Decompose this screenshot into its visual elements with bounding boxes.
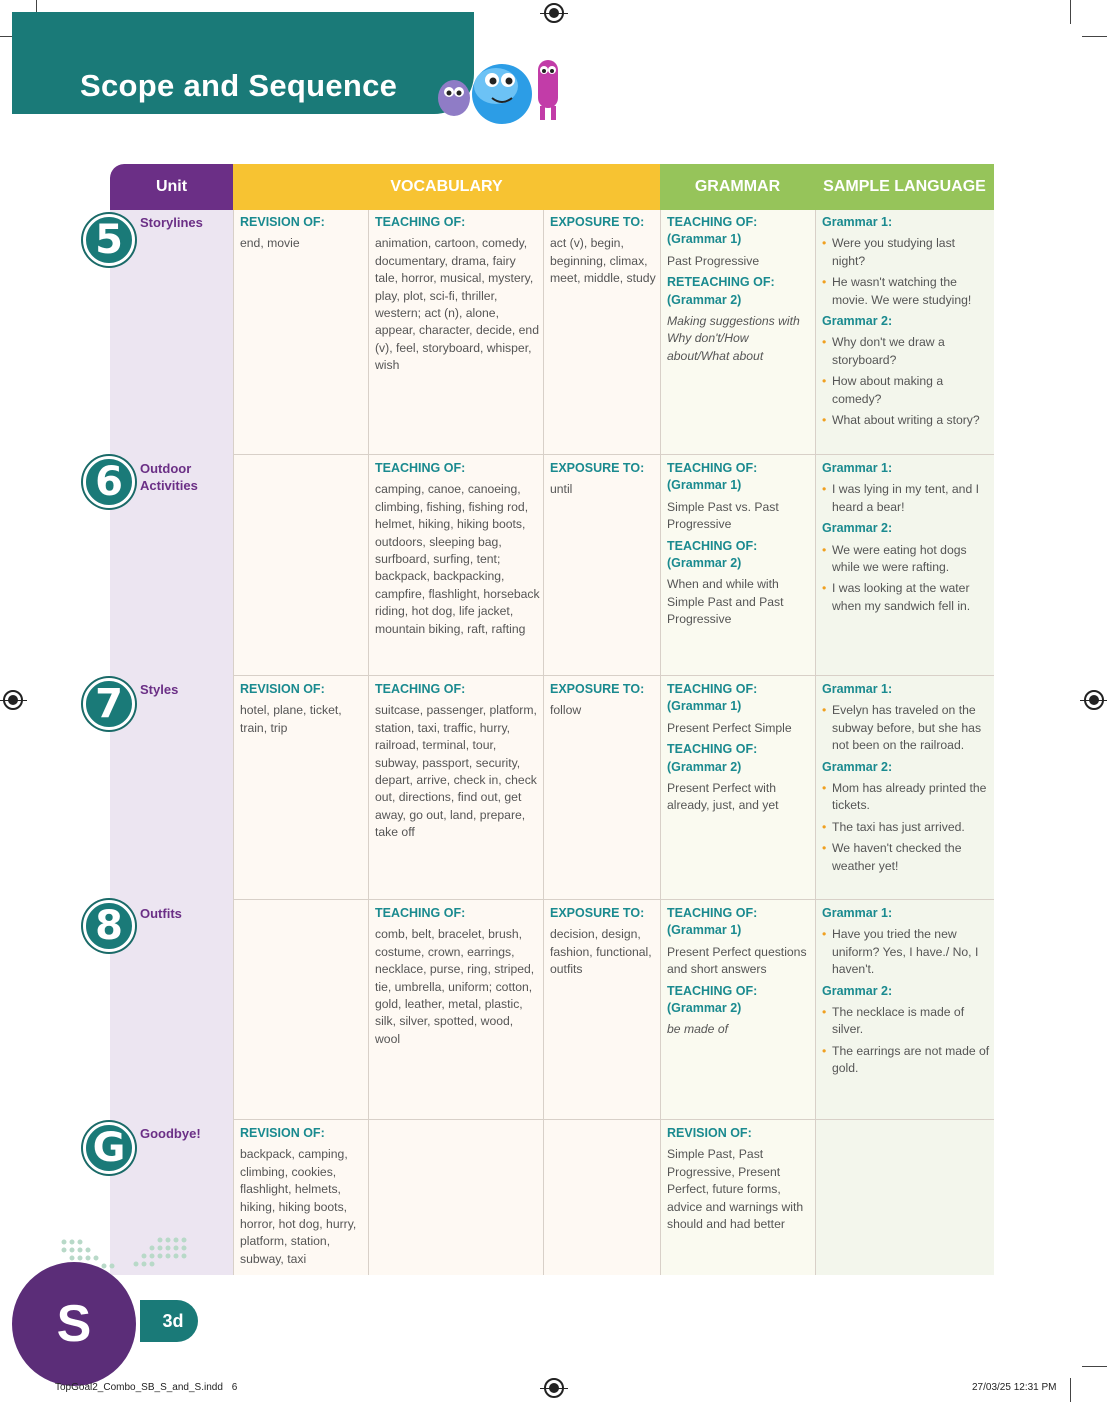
grammar-label: REVISION OF: — [667, 1126, 752, 1140]
unit-badge: 8 — [83, 900, 135, 952]
grammar-text: Present Perfect questions and short answers — [667, 944, 807, 977]
column-divider — [660, 210, 661, 1275]
grammar-text: Past Progressive — [667, 253, 760, 268]
sample-sentence: • He wasn't watching the movie. We were studying! — [822, 274, 990, 309]
sample-sentence: • Were you studying last night? — [822, 235, 990, 270]
grammar-sub: (Grammar 2) — [667, 556, 742, 571]
column-divider — [368, 210, 369, 1275]
sample-sentence: • Mom has already printed the tickets. — [822, 780, 990, 815]
sample-sentence: • We were eating hot dogs while we were rafting. — [822, 542, 990, 577]
crop-mark — [1070, 0, 1071, 24]
vocab-revision-cell — [240, 681, 364, 737]
unit-badge: 6 — [83, 456, 135, 508]
teaching-label: TEACHING OF: — [375, 682, 466, 696]
grammar-sub: (Grammar 2) — [667, 1001, 742, 1016]
sample-language-cell — [822, 214, 990, 433]
teaching-text: suitcase, passenger, platform, station, taxi, traffic, hurry, railroad, terminal, tour, subway, passport, security, depart, arrive, check in, check out, directions, find out, get away, go out, land, prepare, take off — [375, 703, 537, 840]
footer-timestamp: 27/03/25 12:31 PM — [972, 1382, 1057, 1393]
unit-title: Outfits — [140, 906, 182, 921]
column-divider — [815, 210, 816, 1275]
grammar-label: TEACHING OF: — [667, 983, 758, 998]
teaching-text: comb, belt, bracelet, brush, costume, crown, earrings, necklace, purse, ring, striped, tie, umbrella, uniform; cotton, gold, leather, metal, plastic, silk, silver, spotted, wood, wool — [375, 927, 535, 1046]
page-title: Scope and Sequence — [80, 68, 398, 103]
scope-sequence-table — [110, 164, 994, 1275]
row-divider — [233, 675, 994, 676]
registration-mark-icon — [1084, 690, 1104, 710]
sample-sentence: • We haven't checked the weather yet! — [822, 840, 990, 875]
vocab-exposure-cell — [550, 214, 658, 288]
unit-badge: 5 — [83, 214, 135, 266]
grammar-label: TEACHING OF: — [667, 538, 758, 553]
footer-page: 6 — [231, 1382, 238, 1393]
grammar-sub: (Grammar 2) — [667, 759, 742, 774]
publisher-logo-icon: S — [12, 1262, 136, 1386]
registration-mark-icon — [544, 3, 564, 23]
grammar-text: Making suggestions with Why don't/How about/What about — [667, 314, 800, 363]
exposure-text: decision, design, fashion, functional, outfits — [550, 927, 652, 977]
vocab-teaching-cell — [375, 905, 541, 1048]
exposure-label: EXPOSURE TO: — [550, 461, 645, 475]
sample-sentence: • The taxi has just arrived. — [822, 819, 990, 836]
page-number-tab — [140, 1300, 198, 1342]
exposure-text: act (v), begin, beginning, climax, meet, middle, study — [550, 236, 656, 286]
teaching-label: TEACHING OF: — [375, 215, 466, 229]
grammar-text: be made of — [667, 1022, 728, 1037]
grammar-sub: (Grammar 1) — [667, 478, 742, 493]
teaching-text: animation, cartoon, comedy, documentary, drama, fairy tale, horror, musical, mystery, play, plot, sci-fi, thriller, western; act (n), alone, appear, character, decide, end (v), feel, storyboard, whisper, wish — [375, 236, 539, 373]
row-divider — [233, 899, 994, 900]
sample-grammar-label: Grammar 1: — [822, 215, 893, 229]
exposure-label: EXPOSURE TO: — [550, 906, 645, 920]
revision-text: hotel, plane, ticket, train, trip — [240, 703, 342, 735]
column-divider — [543, 210, 544, 1275]
grammar-cell — [667, 214, 811, 369]
vocab-exposure-cell — [550, 460, 658, 499]
exposure-label: EXPOSURE TO: — [550, 215, 645, 229]
grammar-label: RETEACHING OF: — [667, 275, 775, 290]
teaching-label: TEACHING OF: — [375, 461, 466, 475]
header-unit: Unit — [110, 164, 233, 210]
row-divider — [233, 1119, 994, 1120]
sample-sentence: • I was looking at the water when my sandwich fell in. — [822, 580, 990, 615]
grammar-text: Present Perfect Simple — [667, 720, 792, 735]
exposure-text: until — [550, 482, 573, 497]
grammar-cell — [667, 905, 811, 1043]
teaching-text: camping, canoe, canoeing, climbing, fishing, fishing rod, helmet, hiking, hiking boots, outdoors, sleeping bag, surfboard, surfing, tent; backpack, backpacking, campfire, flashlight, horseback riding, hot dog, life jacket, mountain biking, raft, rafting — [375, 482, 540, 636]
footer-file-name: TopGoal2_Combo_SB_S_and_S.indd — [55, 1382, 223, 1393]
grammar-cell — [667, 460, 811, 633]
crop-mark — [1082, 36, 1107, 37]
header-grammar: GRAMMAR — [660, 164, 815, 210]
unit-title: Outdoor Activities — [140, 461, 198, 493]
crop-mark — [1070, 1378, 1071, 1402]
sample-sentence: • Evelyn has traveled on the subway before, but she has not been on the railroad. — [822, 702, 990, 754]
sample-sentence: • Why don't we draw a storyboard? — [822, 334, 990, 369]
grammar-sub: (Grammar 2) — [667, 292, 742, 307]
sample-language-cell — [822, 681, 990, 879]
sample-sentence: • I was lying in my tent, and I heard a bear! — [822, 481, 990, 516]
teaching-label: TEACHING OF: — [375, 906, 466, 920]
sample-grammar-label: Grammar 2: — [822, 314, 893, 329]
revision-label: REVISION OF: — [240, 215, 325, 229]
revision-label: REVISION OF: — [240, 682, 325, 696]
crop-mark — [1082, 1366, 1107, 1367]
vocab-teaching-cell — [375, 214, 541, 375]
grammar-sub: (Grammar 1) — [667, 232, 742, 247]
grammar-label: TEACHING OF: — [667, 682, 758, 696]
sample-grammar-label: Grammar 1: — [822, 906, 893, 920]
sample-grammar-label: Grammar 2: — [822, 759, 893, 774]
sample-language-cell — [822, 905, 990, 1082]
registration-mark-icon — [3, 690, 23, 710]
unit-title: Storylines — [140, 215, 203, 230]
sample-grammar-label: Grammar 2: — [822, 983, 893, 998]
exposure-text: follow — [550, 703, 582, 718]
sample-sentence: • The necklace is made of silver. — [822, 1004, 990, 1039]
sample-grammar-label: Grammar 2: — [822, 521, 893, 536]
revision-text: end, movie — [240, 236, 300, 251]
registration-mark-icon — [544, 1378, 564, 1398]
sample-grammar-label: Grammar 1: — [822, 461, 893, 475]
page-number: 3d — [162, 1310, 184, 1331]
vocab-teaching-cell — [375, 681, 541, 842]
sample-sentence: • How about making a comedy? — [822, 373, 990, 408]
grammar-cell — [667, 1125, 811, 1237]
grammar-label: TEACHING OF: — [667, 461, 758, 475]
sample-language-cell — [822, 460, 990, 619]
sample-sentence: • What about writing a story? — [822, 412, 990, 429]
revision-label: REVISION OF: — [240, 1126, 325, 1140]
grammar-cell — [667, 681, 811, 819]
unit-badge: G — [83, 1122, 135, 1174]
mascot-characters-icon — [430, 46, 580, 130]
grammar-text: Present Perfect with already, just, and yet — [667, 781, 779, 813]
header-sample-language: SAMPLE LANGUAGE — [815, 164, 994, 210]
grammar-text: Simple Past vs. Past Progressive — [667, 499, 779, 532]
header-vocabulary: VOCABULARY — [233, 164, 660, 210]
unit-title: Goodbye! — [140, 1126, 201, 1141]
row-divider — [233, 454, 994, 455]
grammar-sub: (Grammar 1) — [667, 923, 742, 938]
vocab-exposure-cell — [550, 905, 658, 979]
grammar-label: TEACHING OF: — [667, 215, 758, 229]
vocab-revision-cell — [240, 1125, 364, 1268]
grammar-label: TEACHING OF: — [667, 742, 758, 757]
grammar-label: TEACHING OF: — [667, 906, 758, 920]
unit-badge: 7 — [83, 678, 135, 730]
revision-text: backpack, camping, climbing, cookies, flashlight, helmets, hiking, hiking boots, horror, hot dog, hurry, platform, station, subway, taxi — [240, 1147, 357, 1266]
vocab-revision-cell — [240, 214, 364, 253]
grammar-text: When and while with Simple Past and Past Progressive — [667, 577, 784, 627]
exposure-label: EXPOSURE TO: — [550, 682, 645, 696]
grammar-sub: (Grammar 1) — [667, 699, 742, 714]
vocab-exposure-cell — [550, 681, 658, 720]
column-divider — [233, 210, 234, 1275]
unit-title: Styles — [140, 682, 179, 697]
sample-sentence: • Have you tried the new uniform? Yes, I have./ No, I haven't. — [822, 926, 990, 978]
grammar-text: Simple Past, Past Progressive, Present Perfect, future forms, advice and warnings with should and had better — [667, 1147, 804, 1232]
vocab-teaching-cell — [375, 460, 541, 638]
sample-grammar-label: Grammar 1: — [822, 682, 893, 696]
footer-file-info — [55, 1382, 237, 1393]
sample-sentence: • The earrings are not made of gold. — [822, 1043, 990, 1078]
